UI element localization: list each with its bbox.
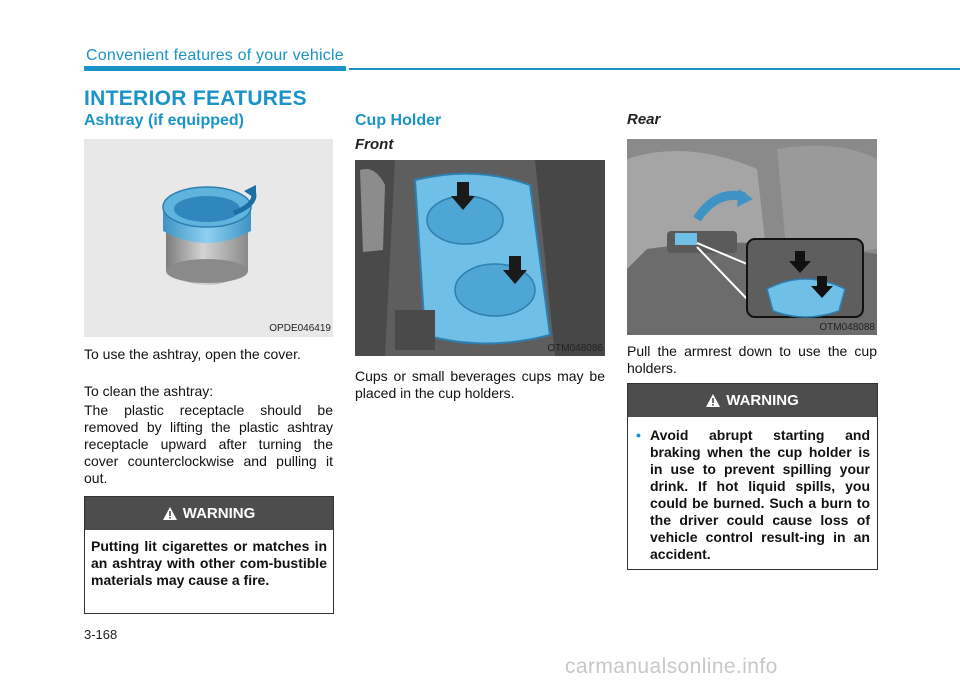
ashtray-para-open: To use the ashtray, open the cover. — [84, 346, 301, 362]
warning-bullet-icon: • — [636, 427, 641, 443]
ashtray-image — [84, 139, 333, 337]
cupholder-front-image — [355, 160, 605, 356]
warning-triangle-icon — [163, 507, 177, 520]
ashtray-illustration — [84, 139, 333, 337]
ashtray-image-code: OPDE046419 — [269, 323, 331, 334]
rear-warning-header — [628, 384, 877, 417]
cupholder-front-text: Cups or small beverages cups may be placed in the cup holders. — [355, 368, 605, 401]
rear-warning-text: Avoid abrupt starting and braking when the cup holder is in use to prevent spilling your drink. If hot liquid spills, you could be burned. Such a burn to the driver could cause loss of vehicle control result-ing in an accident. — [650, 427, 870, 562]
cupholder-front-label: Front — [355, 136, 394, 153]
front-console-illustration — [355, 160, 605, 356]
header-rule-thin — [349, 68, 960, 70]
warning-triangle-icon — [706, 394, 720, 407]
cupholder-title: Cup Holder — [355, 112, 442, 129]
ashtray-warning-box — [84, 496, 334, 614]
rear-label: Rear — [627, 111, 661, 128]
section-title: INTERIOR FEATURES — [84, 87, 307, 110]
rear-warning-item — [636, 427, 870, 563]
ashtray-warning-text: Putting lit cigarettes or matches in an ashtray with other com-bustible materials may cause a fire. — [91, 538, 327, 588]
rear-text: Pull the armrest down to use the cup holders. — [627, 343, 877, 376]
header-rule-thick — [84, 66, 346, 71]
rear-armrest-image — [627, 139, 877, 335]
watermark: carmanualsonline.info — [565, 655, 778, 678]
ashtray-title: Ashtray (if equipped) — [84, 112, 245, 129]
rear-warning-label: WARNING — [726, 392, 799, 409]
ashtray-warning-header — [85, 497, 333, 530]
rear-seat-illustration — [627, 139, 877, 335]
ashtray-warning-label: WARNING — [182, 505, 256, 522]
header-title: Convenient features of your vehicle — [86, 47, 344, 64]
page-number: 3-168 — [84, 627, 118, 642]
ashtray-para-clean: To clean the ashtray: — [84, 383, 214, 399]
ashtray-para-remove: The plastic receptacle should be removed by lifting the plastic ashtray receptacle upward after turning the cover counterclockwise and pulling it out. — [84, 402, 333, 486]
cupholder-front-image-code: OTM048086 — [547, 343, 603, 354]
rear-image-code: OTM048088 — [819, 322, 875, 333]
rear-warning-box — [627, 383, 878, 570]
